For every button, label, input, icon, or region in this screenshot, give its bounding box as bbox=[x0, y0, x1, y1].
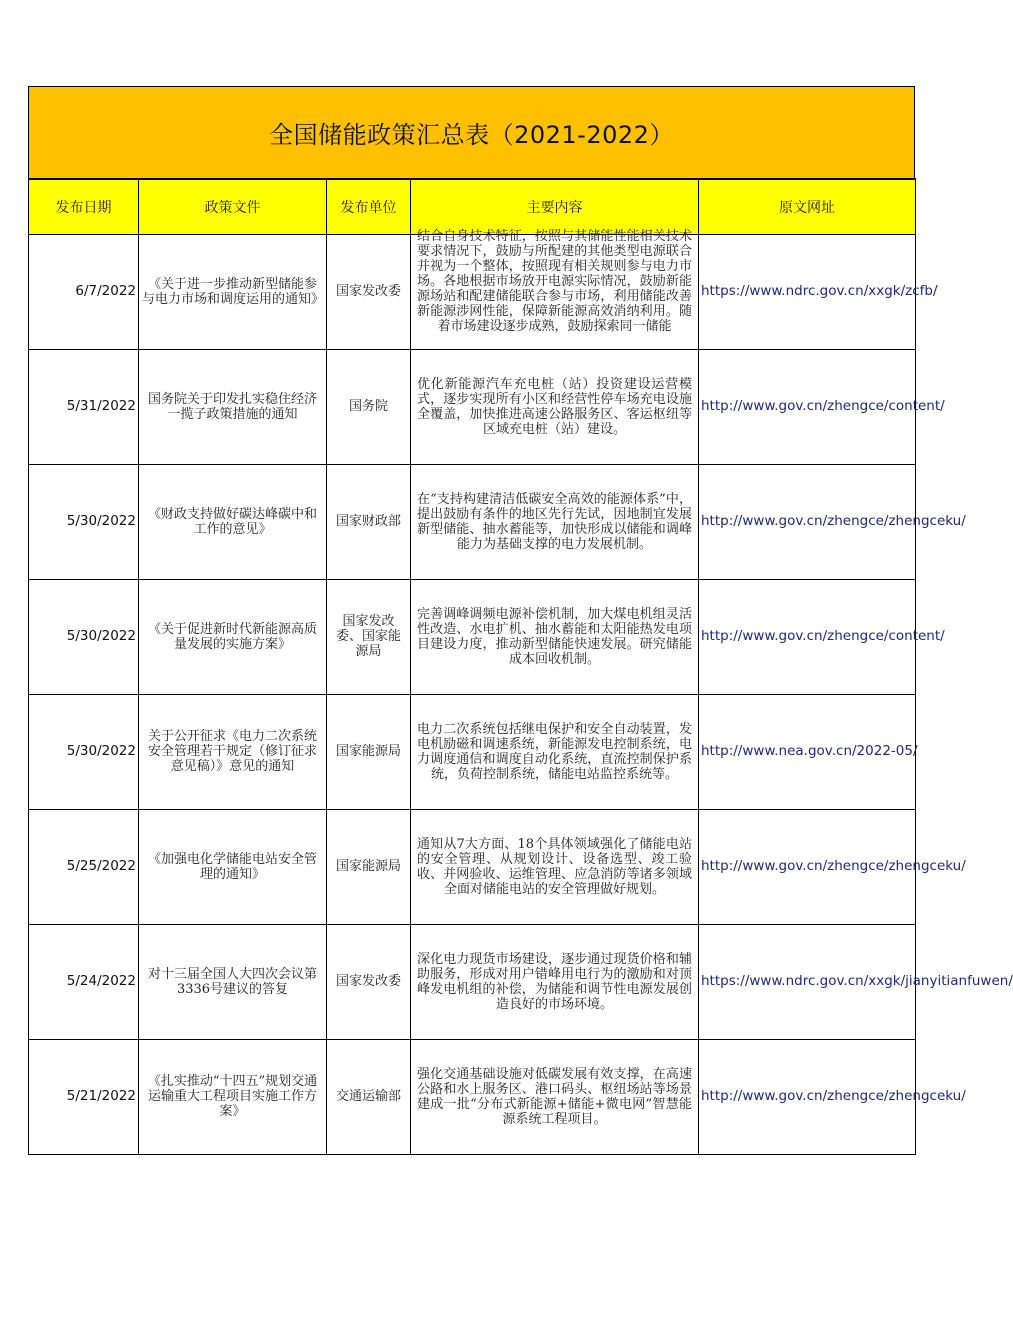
cell-content bbox=[411, 924, 699, 1039]
cell-org: 国家发改委 bbox=[327, 924, 411, 1039]
content-text: 完善调峰调频电源补偿机制，加大煤电机组灵活性改造、水电扩机、抽水蓄能和太阳能热发电项目建设力度，推动新型储能快速发展。研究储能成本回收机制。 bbox=[417, 606, 692, 667]
header-content: 主要内容 bbox=[411, 179, 699, 234]
table-row bbox=[29, 464, 916, 579]
cell-content bbox=[411, 694, 699, 809]
table-row bbox=[29, 924, 916, 1039]
cell-org: 国家发改委 bbox=[327, 234, 411, 349]
cell-date: 5/31/2022 bbox=[29, 349, 139, 464]
policy-sheet bbox=[28, 86, 1013, 1155]
table-row bbox=[29, 349, 916, 464]
content-text: 通知从7大方面、18个具体领域强化了储能电站的安全管理、从规划设计、设备选型、竣工验收、并网验收、运维管理、应急消防等诸多领域全面对储能电站的安全管理做好规划。 bbox=[417, 836, 692, 897]
cell-url-link[interactable]: http://www.gov.cn/zhengce/zhengceku/ bbox=[699, 1039, 916, 1154]
cell-url-link[interactable]: http://www.nea.gov.cn/2022-05/ bbox=[699, 694, 916, 809]
table-row bbox=[29, 234, 916, 349]
table-row bbox=[29, 1039, 916, 1154]
cell-date: 5/24/2022 bbox=[29, 924, 139, 1039]
cell-content bbox=[411, 579, 699, 694]
table-row bbox=[29, 694, 916, 809]
cell-date: 5/25/2022 bbox=[29, 809, 139, 924]
cell-url-link[interactable]: https://www.ndrc.gov.cn/xxgk/zcfb/ bbox=[699, 234, 916, 349]
cell-content bbox=[411, 1039, 699, 1154]
policy-table bbox=[28, 178, 1013, 1155]
cell-content bbox=[411, 349, 699, 464]
cell-document: 《关于进一步推动新型储能参与电力市场和调度运用的通知》 bbox=[139, 234, 327, 349]
table-row bbox=[29, 579, 916, 694]
content-text: 强化交通基础设施对低碳发展有效支撑，在高速公路和水上服务区、港口码头、枢纽场站等场景建成一批“分布式新能源+储能+微电网”智慧能源系统工程项目。 bbox=[417, 1066, 692, 1127]
cell-date: 6/7/2022 bbox=[29, 234, 139, 349]
cell-url-link[interactable]: http://www.gov.cn/zhengce/zhengceku/ bbox=[699, 809, 916, 924]
cell-url-link[interactable]: http://www.gov.cn/zhengce/content/ bbox=[699, 579, 916, 694]
cell-org: 国家发改委、国家能源局 bbox=[327, 579, 411, 694]
table-row bbox=[29, 809, 916, 924]
cell-url-link[interactable]: https://www.ndrc.gov.cn/xxgk/jianyitianfuwen/ bbox=[699, 924, 916, 1039]
cell-org: 国家能源局 bbox=[327, 694, 411, 809]
cell-document: 国务院关于印发扎实稳住经济一揽子政策措施的通知 bbox=[139, 349, 327, 464]
cell-org: 国家财政部 bbox=[327, 464, 411, 579]
content-text: 电力二次系统包括继电保护和安全自动装置，发电机励磁和调速系统，新能源发电控制系统，电力调度通信和调度自动化系统，直流控制保护系统，负荷控制系统，储能电站监控系统等。 bbox=[417, 721, 692, 782]
content-text: 优化新能源汽车充电桩（站）投资建设运营模式，逐步实现所有小区和经营性停车场充电设施全覆盖，加快推进高速公路服务区、客运枢纽等区域充电桩（站）建设。 bbox=[417, 376, 692, 437]
header-org: 发布单位 bbox=[327, 179, 411, 234]
cell-org: 国家能源局 bbox=[327, 809, 411, 924]
cell-document: 《关于促进新时代新能源高质量发展的实施方案》 bbox=[139, 579, 327, 694]
content-text: 在“支持构建清洁低碳安全高效的能源体系”中，提出鼓励有条件的地区先行先试，因地制宜发展新型储能、抽水蓄能等，加快形成以储能和调峰能力为基础支撑的电力发展机制。 bbox=[417, 491, 692, 552]
cell-date: 5/30/2022 bbox=[29, 464, 139, 579]
cell-url-link[interactable]: http://www.gov.cn/zhengce/zhengceku/ bbox=[699, 464, 916, 579]
header-date: 发布日期 bbox=[29, 179, 139, 234]
header-row bbox=[29, 179, 916, 234]
cell-document: 《扎实推动“十四五”规划交通运输重大工程项目实施工作方案》 bbox=[139, 1039, 327, 1154]
header-document: 政策文件 bbox=[139, 179, 327, 234]
cell-org: 国务院 bbox=[327, 349, 411, 464]
cell-content bbox=[411, 229, 699, 349]
cell-document: 关于公开征求《电力二次系统安全管理若干规定（修订征求意见稿）》意见的通知 bbox=[139, 694, 327, 809]
cell-date: 5/21/2022 bbox=[29, 1039, 139, 1154]
cell-content bbox=[411, 464, 699, 579]
cell-date: 5/30/2022 bbox=[29, 579, 139, 694]
page-title: 全国储能政策汇总表（2021-2022） bbox=[269, 121, 674, 149]
cell-content bbox=[411, 809, 699, 924]
title-bar bbox=[28, 86, 915, 178]
cell-url-link[interactable]: http://www.gov.cn/zhengce/content/ bbox=[699, 349, 916, 464]
cell-date: 5/30/2022 bbox=[29, 694, 139, 809]
cell-org: 交通运输部 bbox=[327, 1039, 411, 1154]
content-text: 结合自身技术特征，按照与其储能性能相关技术要求情况下，鼓励与所配建的其他类型电源联合并视为一个整体，按照现有相关规则参与电力市场。各地根据市场放开电源实际情况，鼓励新能源场站和配建储能联合参与市场，利用储能改善新能源涉网性能，保障新能源高效消纳利用。随着市场建设逐步成熟，鼓励探索同一储能 bbox=[417, 229, 692, 334]
cell-document: 《加强电化学储能电站安全管理的通知》 bbox=[139, 809, 327, 924]
content-text: 深化电力现货市场建设，逐步通过现货价格和辅助服务，形成对用户错峰用电行为的激励和对顶峰发电机组的补偿，为储能和调节性电源发展创造良好的市场环境。 bbox=[417, 951, 692, 1012]
cell-document: 对十三届全国人大四次会议第3336号建议的答复 bbox=[139, 924, 327, 1039]
header-url: 原文网址 bbox=[699, 179, 916, 234]
cell-document: 《财政支持做好碳达峰碳中和工作的意见》 bbox=[139, 464, 327, 579]
